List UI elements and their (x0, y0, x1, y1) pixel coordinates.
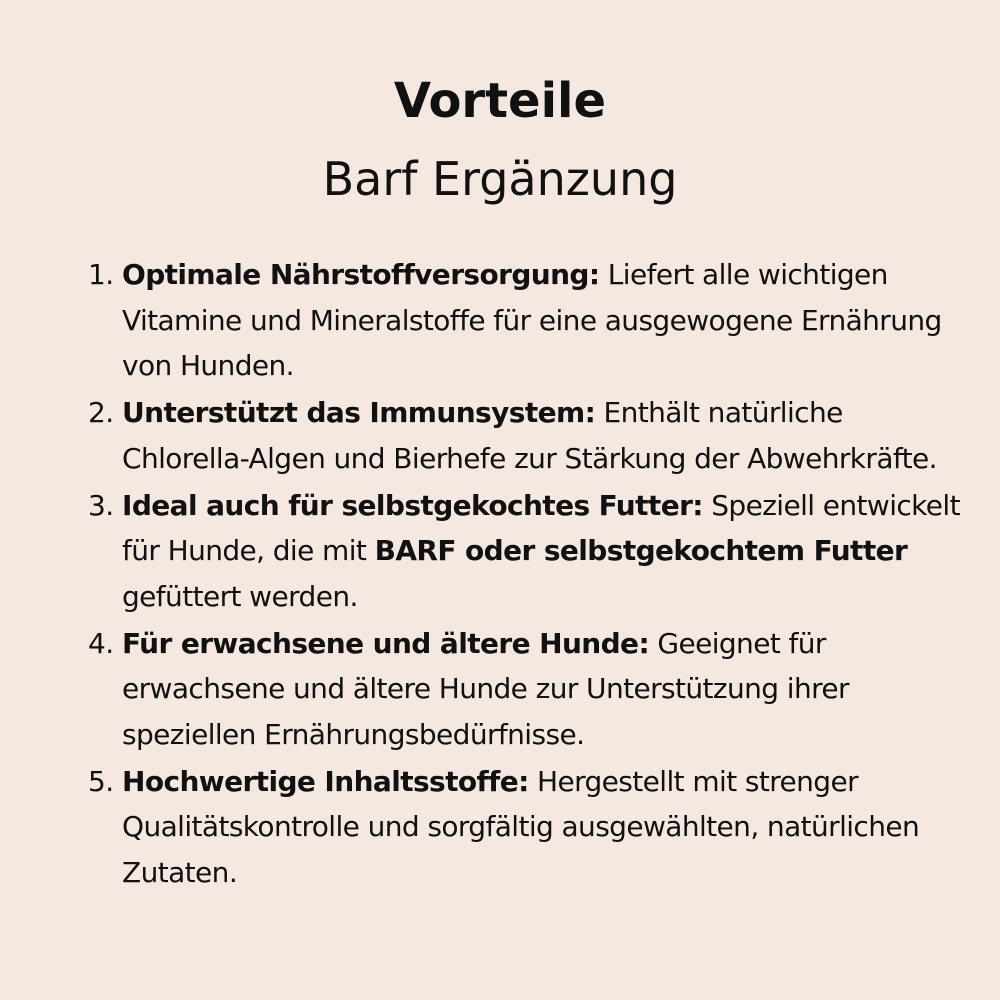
benefit-text-end: gefüttert werden. (122, 579, 358, 613)
benefit-text: Speziell entwickelt für Hunde, die mit (122, 488, 960, 567)
benefit-item-1 (88, 252, 968, 389)
benefit-number: 1. (88, 258, 114, 291)
benefit-title: Unterstützt das Immunsystem: (122, 396, 596, 429)
benefit-number: 5. (88, 764, 114, 798)
benefit-item-4 (88, 621, 968, 758)
benefit-title: Ideal auch für selbstgekochtes Futter: (122, 488, 703, 522)
benefit-text: Hergestellt mit strenger Qualitätskontrolle und sorgfältig ausgewählten, natürlichen Zutaten. (122, 764, 920, 889)
page-title: Vorteile (393, 73, 607, 129)
benefit-highlight: BARF oder selbstgekochtem Futter (374, 534, 908, 567)
benefit-title: Hochwertige Inhaltsstoffe: (122, 764, 529, 798)
benefit-number: 2. (88, 396, 114, 429)
benefits-list (88, 252, 968, 897)
benefit-title: Für erwachsene und ältere Hunde: (122, 626, 650, 660)
benefit-text: Enthält natürliche Chlorella-Algen und Bierhefe zur Stärkung der Abwehrkräfte. (122, 396, 937, 475)
benefit-title: Optimale Nährstoffversorgung: (122, 258, 600, 291)
benefit-text: Geeignet für erwachsene und ältere Hunde zur Unterstützung ihrer speziellen Ernährungsbedürfnisse. (122, 626, 849, 751)
benefit-text: Liefert alle wichtigen Vitamine und Mineralstoffe für eine ausgewogene Ernährung von Hunden. (122, 258, 942, 382)
benefit-number: 4. (88, 626, 114, 660)
benefit-item-5 (88, 759, 968, 896)
benefit-item-3 (88, 483, 968, 620)
benefit-item-2 (88, 390, 968, 481)
page-subtitle: Barf Ergänzung (322, 152, 678, 206)
benefit-number: 3. (88, 488, 114, 522)
